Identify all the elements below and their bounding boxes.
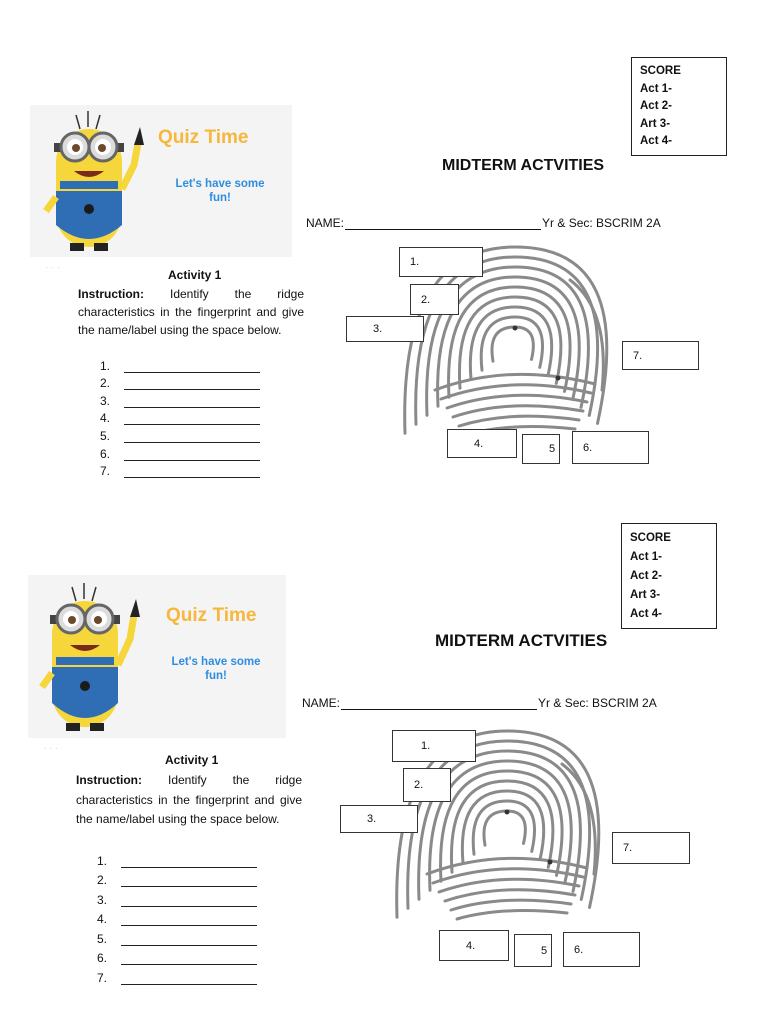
quiz-time-banner: [28, 575, 286, 738]
fingerprint-label-box-4: 4.: [447, 429, 517, 458]
activity-title: Activity 1: [165, 753, 219, 767]
answer-number: 1.: [100, 358, 111, 373]
answer-number: 7.: [100, 464, 111, 479]
quiz-time-title: Quiz Time: [166, 605, 257, 626]
ridge-dot: [505, 810, 510, 815]
faint-caption-mark: · · ·: [44, 746, 59, 752]
fingerprint-label-box-3: 3.: [346, 316, 424, 342]
answer-row: [97, 848, 257, 868]
faint-caption-mark: · · ·: [46, 265, 61, 271]
minion-illustration: [28, 575, 158, 738]
score-act-4: Act 4-: [630, 608, 662, 620]
score-act-1: Act 1-: [640, 82, 672, 95]
answer-number: 6.: [97, 951, 108, 965]
name-label: NAME:: [306, 216, 345, 230]
answer-row: [97, 887, 257, 907]
score-heading: SCORE: [630, 532, 671, 544]
answer-row: [97, 946, 257, 966]
answer-number: 6.: [100, 446, 111, 461]
fingerprint-label-box-2: 2.: [403, 768, 451, 802]
answer-number: 3.: [100, 393, 111, 408]
fingerprint-label-box-6: 6.: [572, 431, 649, 464]
answer-number: 5.: [97, 931, 108, 946]
answer-number: 4.: [100, 411, 111, 426]
score-act-3: Art 3-: [630, 589, 661, 601]
answer-number: 7.: [97, 970, 108, 985]
fingerprint-label-box-6: 6.: [563, 932, 640, 967]
answer-blank[interactable]: [121, 954, 257, 965]
fingerprint-label-box-1: 1.: [399, 247, 483, 277]
answer-blank[interactable]: [121, 915, 257, 926]
activity-title: Activity 1: [168, 268, 222, 282]
year-section: Yr & Sec: BSCRIM 2A: [538, 696, 657, 710]
name-row: [302, 696, 657, 710]
year-section: Yr & Sec: BSCRIM 2A: [542, 216, 661, 230]
answer-number: 2.: [100, 376, 111, 391]
answer-row: [97, 926, 257, 946]
instruction-label: Instruction:: [76, 773, 142, 787]
instruction-paragraph: [76, 771, 302, 830]
score-act-1: Act 1-: [630, 551, 662, 563]
fingerprint-label-box-7: 7.: [612, 832, 690, 864]
name-field[interactable]: [341, 697, 537, 710]
answer-row: [97, 868, 257, 888]
answer-blank[interactable]: [121, 857, 257, 868]
fingerprint-label-box-3: 3.: [340, 805, 418, 833]
answer-blank[interactable]: [121, 974, 257, 985]
fingerprint-label-box-1: 1.: [392, 730, 476, 762]
instruction-text: Identify the ridge characteristics in the fingerprint and give the name/label using the space below.: [76, 773, 302, 826]
quiz-time-subtitle: Let's have some fun!: [175, 178, 265, 204]
answer-blank[interactable]: [121, 876, 257, 887]
quiz-time-title: Quiz Time: [158, 127, 249, 148]
answer-blank[interactable]: [121, 896, 257, 907]
answer-number: 4.: [97, 912, 108, 926]
score-act-3: Art 3-: [640, 117, 671, 130]
ridge-dot: [548, 860, 553, 865]
instruction-label: Instruction:: [78, 287, 144, 301]
answer-row: [97, 965, 257, 985]
score-act-4: Act 4-: [640, 135, 672, 147]
score-box: [621, 523, 717, 629]
fingerprint-diagram: [332, 724, 632, 964]
answer-number: 2.: [97, 873, 108, 887]
fingerprint-label-box-4: 4.: [439, 930, 509, 961]
answer-number: 3.: [97, 892, 108, 907]
score-heading: SCORE: [640, 65, 681, 77]
ridge-line: [457, 911, 567, 919]
name-label: NAME:: [302, 696, 341, 710]
page-title: MIDTERM ACTVITIES: [435, 631, 608, 650]
answer-blank[interactable]: [121, 935, 257, 946]
ridge-line: [484, 811, 525, 845]
answer-number: 1.: [97, 853, 108, 868]
answer-list: [97, 848, 257, 985]
score-act-2: Act 2-: [640, 100, 672, 112]
instruction-text: Identify the ridge characteristics in the fingerprint and give the name/label using the space below.: [78, 287, 304, 337]
fingerprint-label-box-5: 5: [522, 434, 560, 464]
fingerprint-label-box-5: 5: [514, 934, 552, 967]
score-act-2: Act 2-: [630, 570, 662, 582]
fingerprint-label-box-2: 2.: [410, 284, 459, 315]
quiz-time-subtitle: Let's have some fun!: [171, 656, 261, 682]
answer-number: 5.: [100, 428, 111, 443]
answer-row: [97, 907, 257, 927]
ridge-line: [451, 900, 571, 910]
fingerprint-label-box-7: 7.: [622, 341, 699, 370]
page-title: MIDTERM ACTVITIES: [442, 157, 605, 174]
